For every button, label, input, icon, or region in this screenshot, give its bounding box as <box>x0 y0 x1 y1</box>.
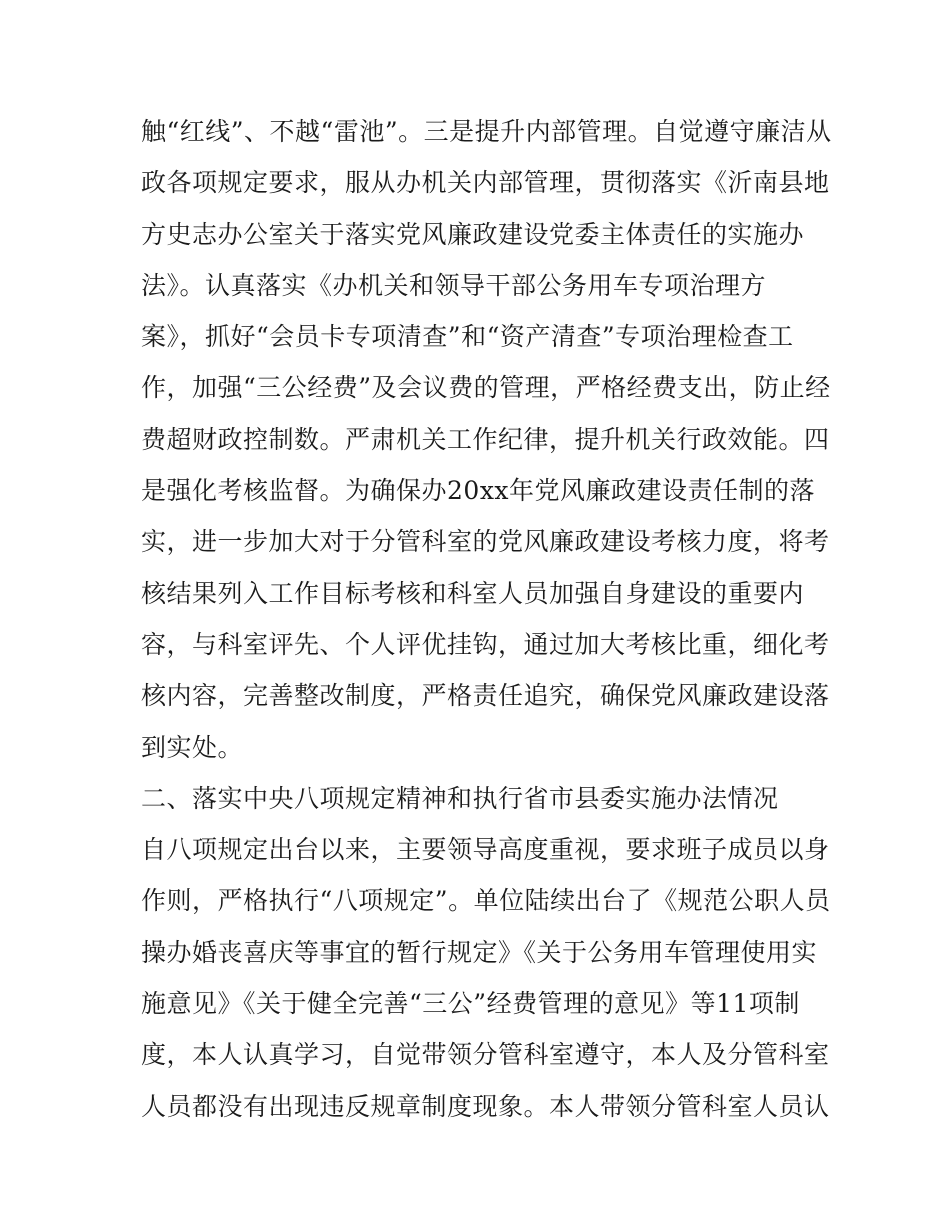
text-line: 容，与科室评先、个人评优挂钩，通过加大考核比重，细化考 <box>141 629 830 659</box>
text-line: 方史志办公室关于落实党风廉政建设党委主体责任的实施办 <box>141 219 805 249</box>
text-line: 自八项规定出台以来，主要领导高度重视，要求班子成员以身 <box>141 835 830 865</box>
text-line: 实，进一步加大对于分管科室的党风廉政建设考核力度，将考 <box>141 527 830 557</box>
text-line: 到实处。 <box>141 732 244 762</box>
text-line: 作则，严格执行“八项规定”。单位陆续出台了《规范公职人员 <box>141 886 831 916</box>
text-line: 核内容，完善整改制度，严格责任追究，确保党风廉政建设落 <box>141 681 830 711</box>
text-line: 法》。认真落实《办机关和领导干部公务用车专项治理方 <box>141 270 767 300</box>
section-heading: 二、落实中央八项规定精神和执行省市县委实施办法情况 <box>141 783 779 813</box>
text-line: 操办婚丧喜庆等事宜的暂行规定》《关于公务用车管理使用实 <box>141 937 818 967</box>
text-line: 核结果列入工作目标考核和科室人员加强自身建设的重要内 <box>141 578 805 608</box>
text-line: 施意见》《关于健全完善“三公”经费管理的意见》等11项制 <box>141 989 800 1019</box>
text-line: 是强化考核监督。为确保办20xx年党风廉政建设责任制的落 <box>141 476 816 506</box>
text-line: 度，本人认真学习，自觉带领分管科室遵守，本人及分管科室 <box>141 1040 830 1070</box>
document-body <box>141 106 832 1132</box>
text-line: 政各项规定要求，服从办机关内部管理，贯彻落实《沂南县地 <box>141 168 830 198</box>
text-line: 人员都没有出现违反规章制度现象。本人带领分管科室人员认 <box>141 1091 830 1121</box>
text-line: 作，加强“三公经费”及会议费的管理，严格经费支出，防止经 <box>141 373 831 403</box>
text-line: 案》，抓好“会员卡专项清查”和“资产清查”专项治理检查工 <box>141 322 794 352</box>
text-line: 触“红线”、不越“雷池”。三是提升内部管理。自觉遵守廉洁从 <box>141 117 832 146</box>
text-line: 费超财政控制数。严肃机关工作纪律，提升机关行政效能。四 <box>141 424 830 454</box>
